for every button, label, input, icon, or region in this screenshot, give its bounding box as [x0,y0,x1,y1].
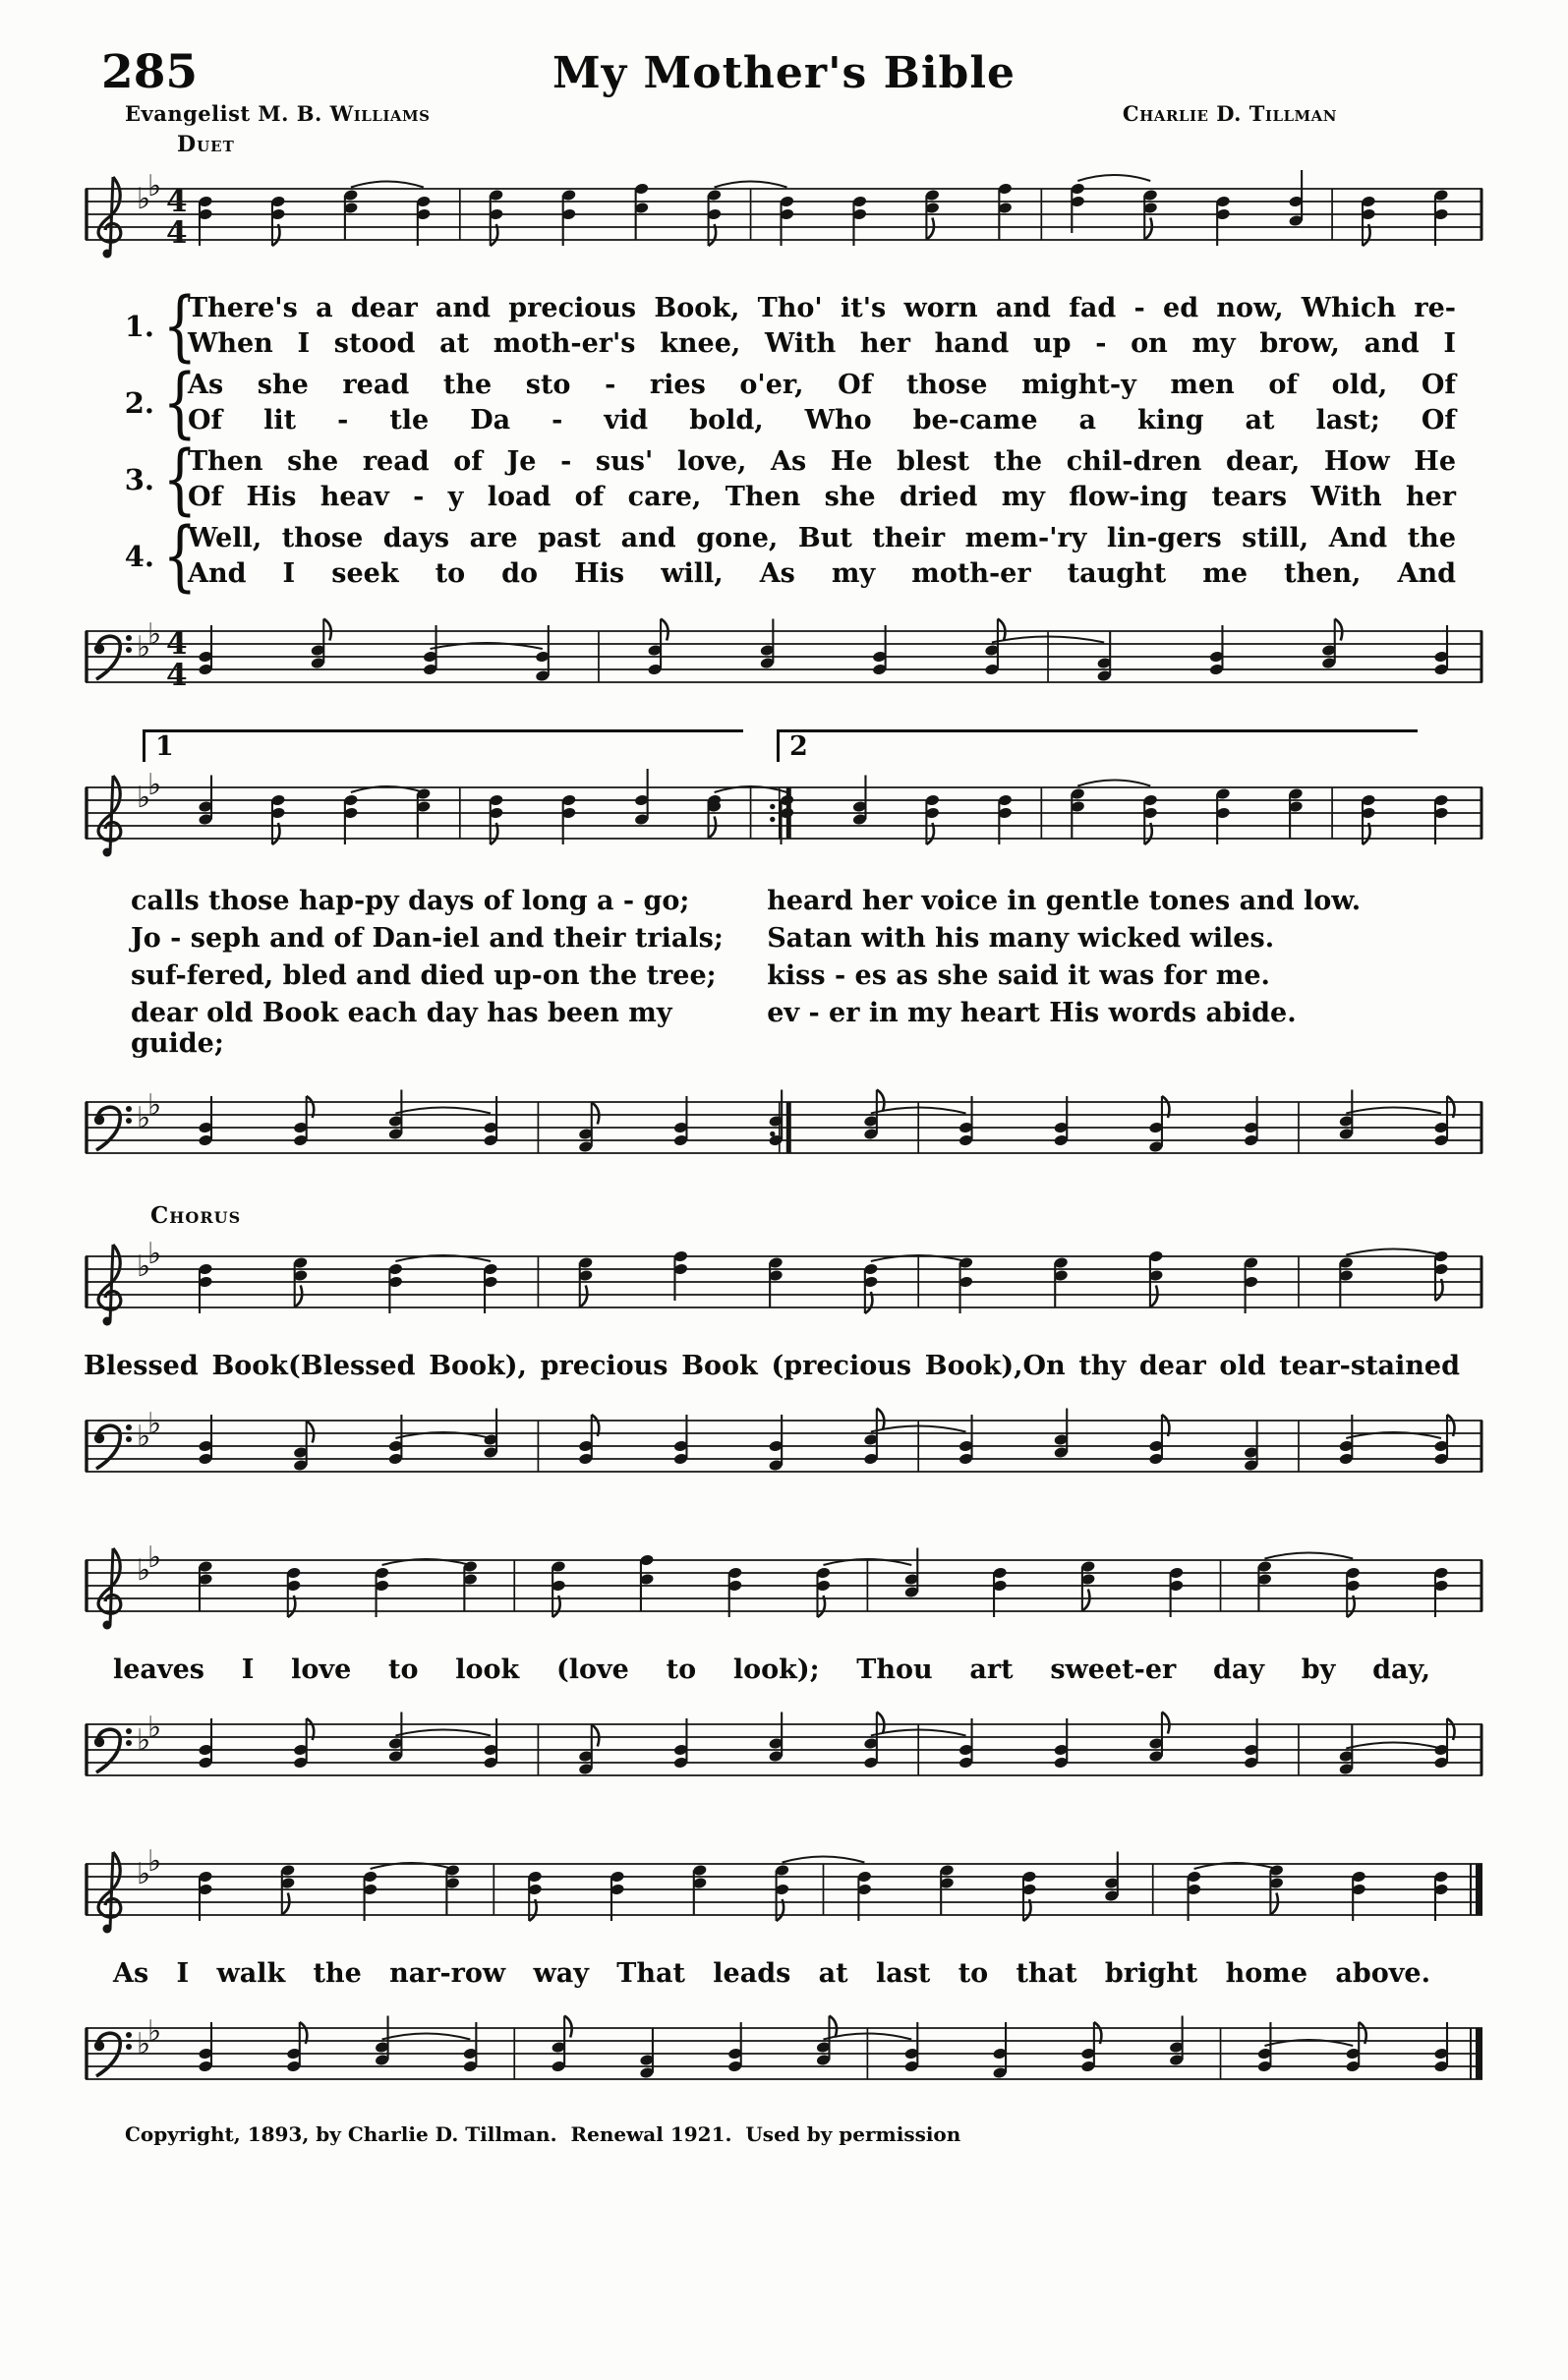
verse-block [111,282,1484,601]
music-staff-treble-endings [84,762,1484,872]
second-ending-bracket [777,729,1418,762]
first-ending-label: 1 [155,731,174,762]
chorus-lyric-line: leaves I love to look (love to look); Thou art sweet-er day by day, [113,1654,1430,1685]
second-ending-lyric: heard her voice in gentle tones and low. [767,886,1362,916]
svg-text:♭: ♭ [137,630,151,665]
ending-lyric-row [131,960,1484,991]
verse-line: Of lit - tle Da - vid bold, Who be-came a king at last; Of [188,405,1456,435]
composer-credit: Charlie D. Tillman [1122,101,1337,126]
verse-line: Of His heav - y load of care, Then she dried my flow-ing tears With her [188,482,1456,512]
first-ending-lyric: Jo - seph and of Dan-iel and their trials; [131,923,724,954]
author-credit [125,101,430,126]
verse-line: As she read the sto - ries o'er, Of those might-y men of old, Of [188,370,1456,400]
svg-text:♭: ♭ [147,1540,162,1575]
svg-text:♭: ♭ [137,1249,151,1284]
verse-brace: { [162,359,198,447]
svg-text:4: 4 [166,626,188,662]
svg-text:♭: ♭ [147,2014,162,2049]
ending-lyric-row [131,886,1484,916]
verse-row [111,359,1484,447]
verse-number: 4. [124,540,154,573]
music-staff-treble-verse [84,163,1484,273]
attribution-row [84,101,1484,126]
verse-lines [188,291,1484,362]
music-staff-treble-chorus-3 [84,1838,1484,1948]
music-staff-bass-verse [84,606,1484,716]
author-name: Williams [329,101,431,126]
svg-text:♭: ♭ [137,1857,151,1891]
verse-line: Then she read of Je - sus' love, As He blest the chil-dren dear, How He [188,446,1456,477]
svg-text:♭: ♭ [137,1553,151,1588]
chorus-label: Chorus [150,1202,242,1229]
verse-line: When I stood at moth-er's knee, With her hand up - on my brow, and I [188,328,1456,359]
svg-text:♭: ♭ [147,1088,162,1123]
music-staff-bass-endings [84,1076,1484,1187]
music-staff-bass-chorus-2 [84,1699,1484,1809]
music-staff-bass-chorus-1 [84,1395,1484,1505]
verse-line: And I seek to do His will, As my moth-er taught me then, And [188,558,1456,589]
music-staff-treble-chorus-2 [84,1535,1484,1645]
svg-text:♭: ♭ [137,1101,151,1135]
svg-text:♭: ♭ [137,781,151,815]
chorus-lyric-line: As I walk the nar-row way That leads at last to that bright home above. [113,1958,1430,1989]
verse-brace: { [162,512,198,601]
verse-brace: { [162,282,198,371]
verse-number: 2. [124,386,154,420]
svg-text:♭: ♭ [147,1711,162,1745]
second-ending-lyric: Satan with his many wicked wiles. [767,923,1275,954]
second-ending-lyric: ev - er in my heart His words abide. [767,998,1297,1028]
chorus-lyric-line: Blessed Book(Blessed Book), precious Book (precious Book),On thy dear old tear-stained [84,1351,1460,1381]
svg-text:♭: ♭ [147,1237,162,1271]
verse-line: There's a dear and precious Book, Tho' it's worn and fad - ed now, Which re- [188,293,1456,323]
svg-text:♭: ♭ [147,169,162,203]
verse-lines [188,368,1484,438]
verse-row [111,282,1484,371]
verse-number: 1. [124,310,154,343]
ending-lyric-row [131,923,1484,954]
svg-text:♭: ♭ [147,1844,162,1879]
svg-text:♭: ♭ [137,182,151,216]
ending-lyric-row [131,998,1484,1059]
verse-line: Well, those days are past and gone, But their mem-'ry lin-gers still, And the [188,523,1456,553]
verse-row [111,512,1484,601]
svg-text:♭: ♭ [147,768,162,802]
verse-lines [188,444,1484,515]
page-title: My Mother's Bible [552,48,1016,98]
first-ending-lyric: calls those hap-py days of long a - go; [131,886,690,916]
volta-brackets [143,729,1479,762]
svg-text:4: 4 [166,658,188,693]
second-ending-lyric: kiss - es as she said it was for me. [767,960,1270,991]
music-staff-treble-chorus-1 [84,1231,1484,1341]
svg-text:♭: ♭ [137,1420,151,1454]
music-staff-bass-chorus-3 [84,2003,1484,2113]
verse-brace: { [162,435,198,524]
svg-text:♭: ♭ [137,2027,151,2061]
verse-row [111,435,1484,524]
copyright-line: Copyright, 1893, by Charlie D. Tillman. Renewal 1921. Used by permission [125,2122,961,2146]
author-prefix: Evangelist M. B. [125,101,330,126]
svg-text:4: 4 [166,184,188,219]
first-ending-lyric: suf-fered, bled and died up-on the tree; [131,960,717,991]
verse-number: 3. [124,463,154,496]
svg-text:♭: ♭ [137,1723,151,1758]
first-ending-bracket [143,729,743,762]
verse-lines [188,521,1484,592]
first-ending-lyric: dear old Book each day has been my guide; [131,998,672,1059]
duet-marking: Duet [177,132,235,157]
svg-text:4: 4 [166,215,188,251]
svg-text:♭: ♭ [147,1407,162,1441]
ending-lyrics-block [131,886,1484,1059]
page-header [84,45,1484,99]
hymn-number: 285 [101,45,199,99]
svg-text:♭: ♭ [147,617,162,652]
second-ending-label: 2 [788,731,808,762]
